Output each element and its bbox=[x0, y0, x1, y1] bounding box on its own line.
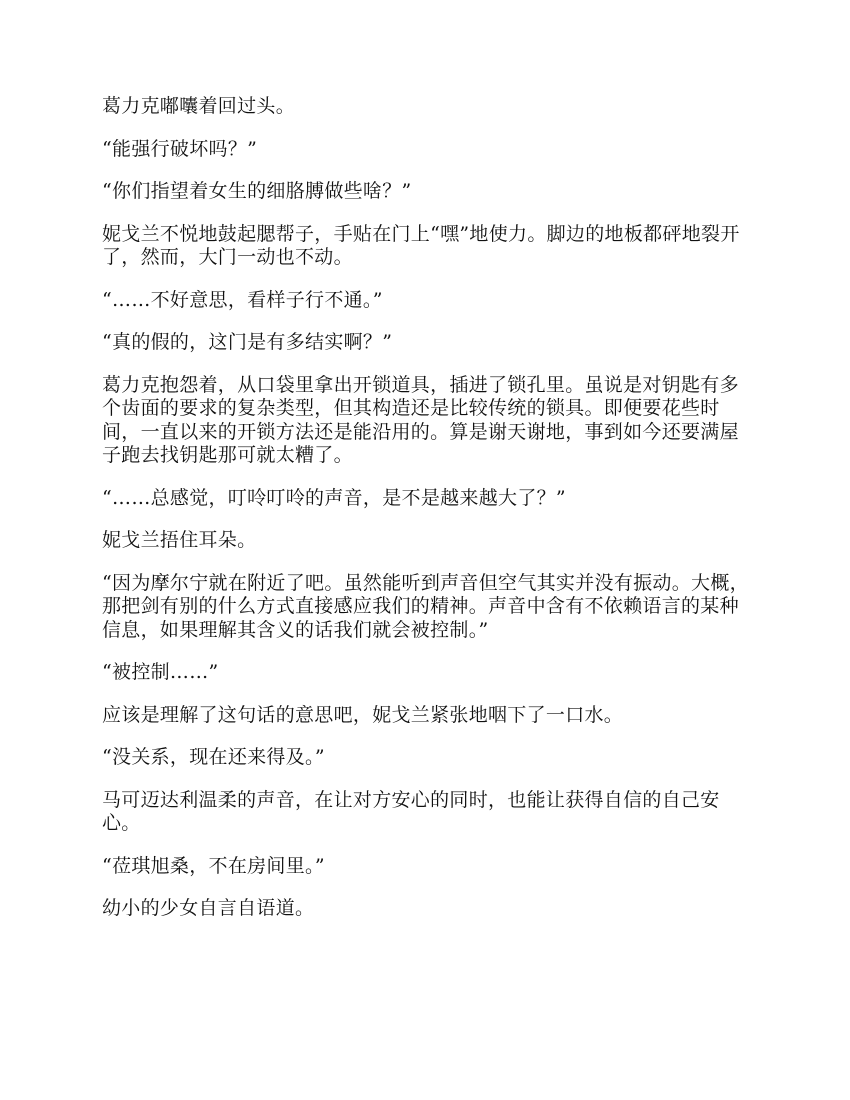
paragraph: “真的假的，这门是有多结实啊？” bbox=[102, 331, 393, 353]
paragraph: “……不好意思，看样子行不通。” bbox=[102, 288, 383, 311]
document-body bbox=[102, 95, 750, 940]
paragraph: “能强行破坏吗？” bbox=[102, 137, 258, 160]
paragraph: “因为摩尔宁就在附近了吧。虽然能听到声音但空气其实并没有振动。大概，那把剑有别的什么方式直接感应我们的精神。声音中含有不依赖语言的某种信息，如果理解其含义的话我们就会被控制。” bbox=[102, 571, 749, 641]
paragraph: 幼小的少女自言自语道。 bbox=[102, 897, 315, 919]
paragraph: “你们指望着女生的细胳膊做些啥？” bbox=[102, 180, 412, 202]
paragraph: 妮戈兰不悦地鼓起腮帮子，手贴在门上“嘿”地使力。脚边的地板都砰地裂开了，然而，大门一动也不动。 bbox=[102, 222, 740, 268]
paragraph: 马可迈达利温柔的声音，在让对方安心的同时，也能让获得自信的自己安心。 bbox=[102, 788, 720, 834]
paragraph: 妮戈兰捂住耳朵。 bbox=[102, 529, 257, 551]
paragraph: 应该是理解了这句话的意思吧，妮戈兰紧张地咽下了一口水。 bbox=[102, 703, 624, 726]
paragraph: 葛力克嘟囔着回过头。 bbox=[102, 95, 296, 117]
paragraph: 葛力克抱怨着，从口袋里拿出开锁道具，插进了锁孔里。虽说是对钥匙有多个齿面的要求的复杂类型，但其构造还是比较传统的锁具。即便要花些时间，一直以来的开锁方法还是能沿用的。算是谢天谢地，事到如今还要满屋子跑去找钥匙那可就太糟了。 bbox=[102, 373, 739, 466]
paragraph: “莅琪旭桑，不在房间里。” bbox=[102, 854, 325, 877]
paragraph: “被控制……” bbox=[102, 661, 219, 683]
paragraph: “……总感觉，叮呤叮呤的声音，是不是越来越大了？” bbox=[102, 486, 566, 509]
paragraph: “没关系，现在还来得及。” bbox=[102, 746, 325, 768]
